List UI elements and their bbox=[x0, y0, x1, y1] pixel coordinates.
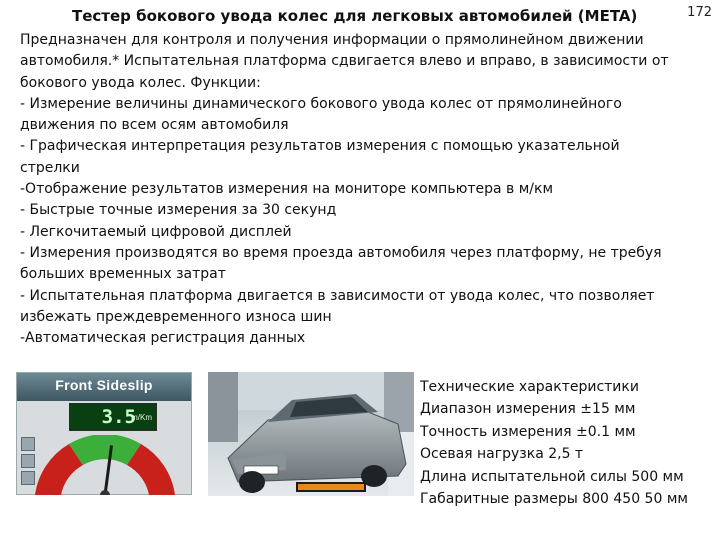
monitor-title: Front Sideslip bbox=[55, 377, 153, 393]
description-line: избежать преждевременного износа шин bbox=[20, 308, 332, 325]
digital-display bbox=[69, 403, 157, 431]
description-line: - Измерение величины динамического бокового увода колес от прямолинейного bbox=[20, 95, 622, 112]
description-line: - Измерения производятся во время проезда автомобиля через платформу, не требуя bbox=[20, 244, 662, 261]
sideslip-gauge bbox=[27, 435, 183, 495]
description-line: Предназначен для контроля и получения информации о прямолинейном движении bbox=[20, 32, 644, 48]
description bbox=[20, 30, 692, 349]
description-line: - Легкочитаемый цифровой дисплей bbox=[20, 223, 292, 240]
spec-item: Осевая нагрузка 2,5 т bbox=[420, 446, 584, 463]
description-line: - Быстрые точные измерения за 30 секунд bbox=[20, 202, 337, 219]
spec-item: Точность измерения ±0.1 мм bbox=[420, 423, 636, 440]
specs-heading: Технические характеристики bbox=[420, 379, 639, 395]
monitor-title-bar bbox=[17, 373, 191, 401]
gauge-pivot bbox=[100, 490, 110, 495]
sideslip-monitor-image bbox=[16, 372, 192, 495]
page-number: 172 bbox=[687, 5, 712, 20]
description-line: движения по всем осям автомобиля bbox=[20, 117, 289, 134]
description-line: - Графическая интерпретация результатов измерения с помощью указательной bbox=[20, 138, 620, 155]
spec-item: Длина испытательной силы 500 мм bbox=[420, 468, 684, 485]
spec-item: Габаритные размеры 800 450 50 мм bbox=[420, 491, 688, 508]
page-title: Тестер бокового увода колес для легковых автомобилей (META) bbox=[72, 7, 638, 25]
car-on-platform-photo bbox=[208, 372, 414, 496]
spec-item: Диапазон измерения ±15 мм bbox=[420, 401, 636, 418]
display-value: 3.5 bbox=[101, 406, 136, 428]
description-line: - Испытательная платформа двигается в зависимости от увода колес, что позволяет bbox=[20, 287, 655, 304]
description-line: -Отображение результатов измерения на мониторе компьютера в м/км bbox=[20, 181, 554, 198]
description-line: стрелки bbox=[20, 159, 80, 176]
display-unit: m/Km bbox=[131, 413, 152, 422]
technical-specs bbox=[420, 376, 716, 510]
description-line: автомобиля.* Испытательная платформа сдвигается влево и вправо, в зависимости от bbox=[20, 53, 669, 70]
description-line: бокового увода колес. Функции: bbox=[20, 74, 261, 91]
description-line: больших временных затрат bbox=[20, 266, 226, 283]
description-line: -Автоматическая регистрация данных bbox=[20, 330, 306, 347]
